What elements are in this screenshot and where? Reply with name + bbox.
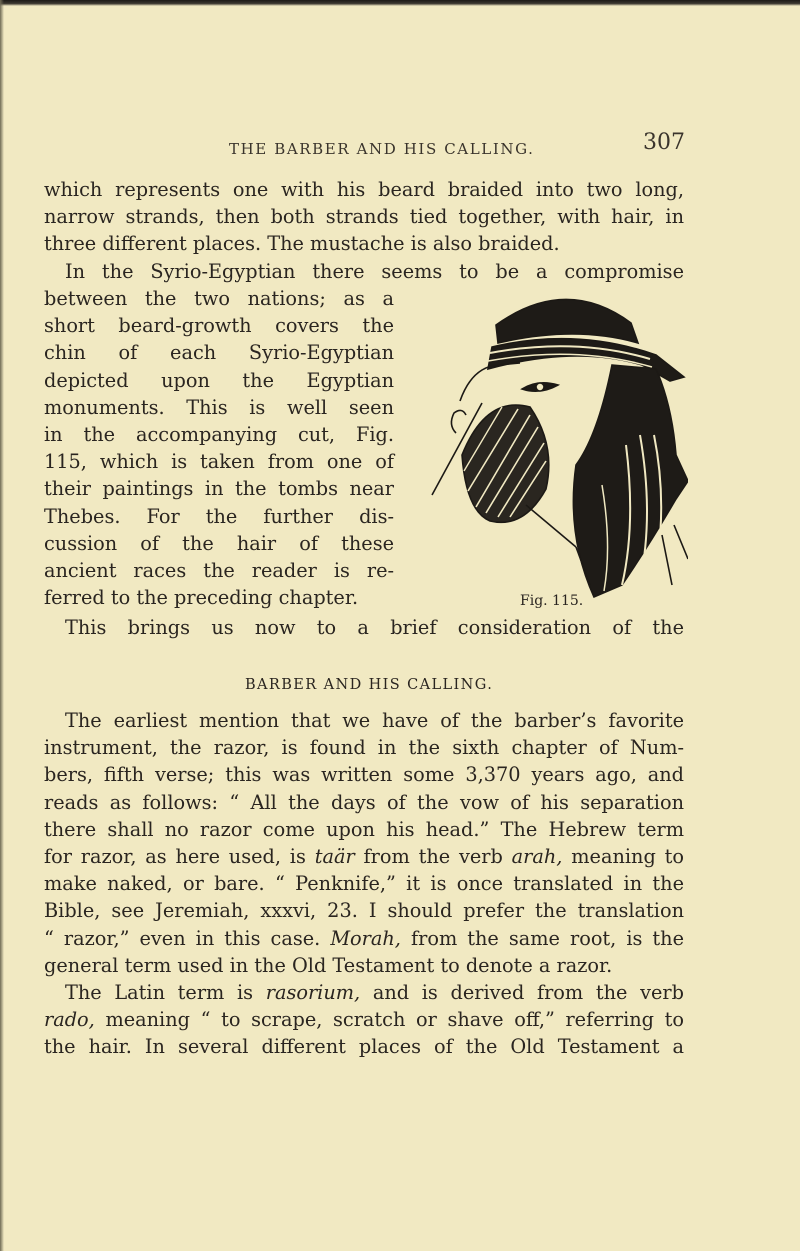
text-line: Thebes. For the further dis-: [44, 504, 394, 528]
text-line: their paintings in the tombs near: [44, 477, 394, 501]
text-line: In the Syrio-Egyptian there seems to be a compromise: [65, 259, 684, 283]
text-line: general term used in the Old Testament to denote a razor.: [44, 953, 613, 977]
wrapped-paragraph: [44, 285, 394, 611]
text-line: bers, fifth verse; this was written some 3,370 years ago, and: [44, 763, 684, 787]
text-line: Bible, see Jeremiah, xxxvi, 23. I should prefer the translation: [44, 899, 684, 923]
text-line: The earliest mention that we have of the barber’s favorite: [65, 709, 684, 732]
text-line: short beard-growth covers the: [44, 314, 394, 338]
text-line: monuments. This is well seen: [44, 395, 394, 419]
text-line: [44, 979, 684, 1006]
hebrew-term-morah: Morah,: [330, 926, 401, 950]
text-line: make naked, or bare. “ Penknife,” it is once translated in the: [44, 872, 684, 896]
text-line: chin of each Syrio-Egyptian: [44, 341, 394, 365]
text-line: reads as follows: “ All the days of the vow of his separation: [44, 790, 684, 814]
figure-caption: Fig. 115.: [520, 593, 584, 609]
text-line: which represents one with his beard braided into two long,: [44, 178, 684, 201]
section-paragraph: [44, 707, 684, 1061]
text-run: The Latin term is: [65, 981, 254, 1005]
figure-braided-beard: [426, 285, 688, 605]
text-line: cussion of the hair of these: [44, 531, 394, 555]
text-line: there shall no razor come upon his head.” The Hebrew term: [44, 817, 684, 841]
text-line: three different places. The mustache is also braided.: [44, 232, 560, 256]
text-line: depicted upon the Egyptian: [44, 368, 394, 392]
text-line: [44, 1006, 684, 1033]
text-line: in the accompanying cut, Fig.: [44, 423, 394, 447]
text-line: ferred to the preceding chapter.: [44, 586, 359, 610]
text-run: from the verb: [363, 845, 503, 869]
text-line: [44, 925, 684, 952]
intro-paragraph: [44, 176, 684, 285]
text-run: meaning to: [571, 845, 684, 869]
text-line: between the two nations; as a: [44, 287, 394, 310]
page-edge-shadow: [0, 0, 800, 6]
section-heading: BARBER AND HIS CALLING.: [245, 677, 494, 693]
running-title: THE BARBER AND HIS CALLING.: [229, 140, 535, 158]
latin-term: rasorium,: [265, 981, 361, 1005]
braided-beard-illustration: [426, 285, 688, 605]
hebrew-verb: arah,: [511, 845, 563, 869]
page-number: 307: [643, 130, 685, 155]
text-line: This brings us now to a brief consideration of the: [65, 616, 684, 639]
text-line: ancient races the reader is re-: [44, 559, 394, 583]
text-run: from the same root, is the: [410, 926, 685, 950]
text-line: narrow strands, then both strands tied together, with hair, in: [44, 205, 684, 229]
text-run: “ razor,” even in this case.: [44, 926, 321, 950]
hebrew-term: taär: [314, 845, 355, 869]
page-spine-shadow: [0, 0, 4, 1251]
text-run: meaning “ to scrape, scratch or shave off,” referring to: [105, 1008, 684, 1032]
text-line: instrument, the razor, is found in the sixth chapter of Num-: [44, 736, 684, 760]
latin-verb: rado,: [44, 1008, 95, 1032]
text-line: [44, 843, 684, 870]
text-line: the hair. In several different places of the Old Testament a: [44, 1035, 684, 1059]
text-run: and is derived from the verb: [372, 981, 684, 1005]
text-run: for razor, as here used, is: [44, 845, 306, 869]
text-line: 115, which is taken from one of: [44, 450, 394, 474]
closing-line: [44, 614, 684, 641]
